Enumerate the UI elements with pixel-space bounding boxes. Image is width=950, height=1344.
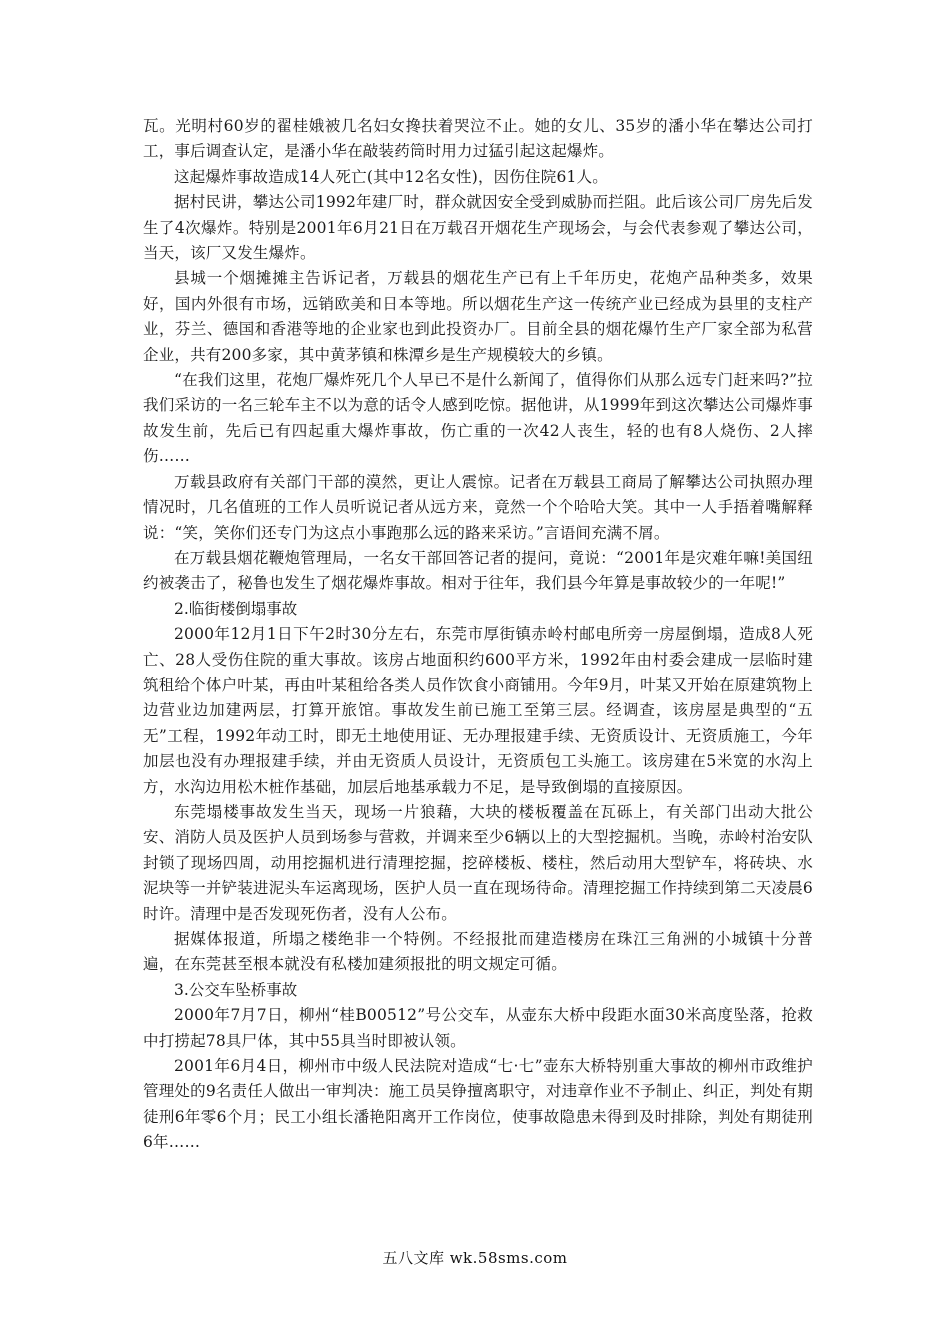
document-body [143, 114, 813, 1156]
paragraph: 据村民讲，攀达公司1992年建厂时，群众就因安全受到威胁而拦阻。此后该公司厂房先后发生了4次爆炸。特别是2001年6月21日在万载召开烟花生产现场会，与会代表参观了攀达公司，当天，该厂又发生爆炸。 [143, 193, 813, 263]
paragraph: 东莞塌楼事故发生当天，现场一片狼藉，大块的楼板覆盖在瓦砾上，有关部门出动大批公安、消防人员及医护人员到场参与营救，并调来至少6辆以上的大型挖掘机。当晚，赤岭村治安队封锁了现场四周，动用挖掘机进行清理挖掘，挖碎楼板、楼柱，然后动用大型铲车，将砖块、水泥块等一并铲装进泥头车运离现场，医护人员一直在现场待命。清理挖掘工作持续到第二天凌晨6时许。清理中是否发现死伤者，没有人公布。 [143, 802, 813, 923]
section-heading: 3.公交车坠桥事故 [174, 980, 298, 999]
paragraph: 2000年7月7日，柳州“桂B00512”号公交车，从壶东大桥中段距水面30米高度坠落，抢救中打捞起78具尸体，其中55具当时即被认领。 [143, 1006, 813, 1050]
paragraph: 这起爆炸事故造成14人死亡(其中12名女性)，因伤住院61人。 [174, 167, 608, 186]
paragraph: 县城一个烟摊摊主告诉记者，万载县的烟花生产已有上千年历史，花炮产品种类多，效果好，国内外很有市场，远销欧美和日本等地。所以烟花生产这一传统产业已经成为县里的支柱产业，芬兰、德国和香港等地的企业家也到此投资办厂。目前全县的烟花爆竹生产厂家全部为私营企业，共有200多家，其中黄茅镇和株潭乡是生产规模较大的乡镇。 [143, 269, 813, 364]
paragraph: 瓦。光明村60岁的翟桂娥被几名妇女搀扶着哭泣不止。她的女儿、35岁的潘小华在攀达公司打工，事后调查认定，是潘小华在敲装药筒时用力过猛引起这起爆炸。 [143, 117, 813, 161]
paragraph: 在万载县烟花鞭炮管理局，一名女干部回答记者的提问，竟说：“2001年是灾难年嘛!美国纽约被袭击了，秘鲁也发生了烟花爆炸事故。相对于往年，我们县今年算是事故较少的一年呢!” [143, 548, 813, 593]
footer-watermark: 五八文库 wk.58sms.com [382, 1249, 568, 1267]
paragraph: 据媒体报道，所塌之楼绝非一个特例。不经报批而建造楼房在珠江三角洲的小城镇十分普遍，在东莞甚至根本就没有私楼加建须报批的明文规定可循。 [143, 930, 813, 974]
paragraph: “在我们这里，花炮厂爆炸死几个人早已不是什么新闻了，值得你们从那么远专门赶来吗?”拉我们采访的一名三轮车主不以为意的话令人感到吃惊。据他讲，从1999年到这次攀达公司爆炸事故发生前，先后已有四起重大爆炸事故，伤亡重的一次42人丧生，轻的也有8人烧伤、2人摔伤…… [143, 371, 813, 466]
paragraph: 2000年12月1日下午2时30分左右，东莞市厚街镇赤岭村邮电所旁一房屋倒塌，造成8人死亡、28人受伤住院的重大事故。该房占地面积约600平方米，1992年由村委会建成一层临时建筑租给个体户叶某，再由叶某租给各类人员作饮食小商铺用。今年9月，叶某又开始在原建筑物上边营业边加建两层，打算开旅馆。事故发生前已施工至第三层。经调查，该房屋是典型的“五无”工程，1992年动工时，即无土地使用证、无办理报建手续、无资质设计、无资质施工，今年加层也没有办理报建手续，并由无资质人员设计，无资质包工头施工。该房建在5米宽的水沟上方，水沟边用松木桩作基础，加层后地基承载力不足，是导致倒塌的直接原因。 [143, 625, 813, 796]
paragraph: 2001年6月4日，柳州市中级人民法院对造成“七·七”壶东大桥特别重大事故的柳州市政维护管理处的9名责任人做出一审判决：施工员吴铮擅离职守，对违章作业不予制止、纠正，判处有期徒刑6年零6个月；民工小组长潘艳阳离开工作岗位，使事故隐患未得到及时排除，判处有期徒刑6年…… [143, 1057, 813, 1152]
section-heading: 2.临街楼倒塌事故 [174, 599, 298, 618]
paragraph: 万载县政府有关部门干部的漠然，更让人震惊。记者在万载县工商局了解攀达公司执照办理情况时，几名值班的工作人员听说记者从远方来，竟然一个个哈哈大笑。其中一人手捂着嘴解释说：“笑，笑你们还专门为这点小事跑那么远的路来采访。”言语间充满不屑。 [143, 472, 813, 542]
